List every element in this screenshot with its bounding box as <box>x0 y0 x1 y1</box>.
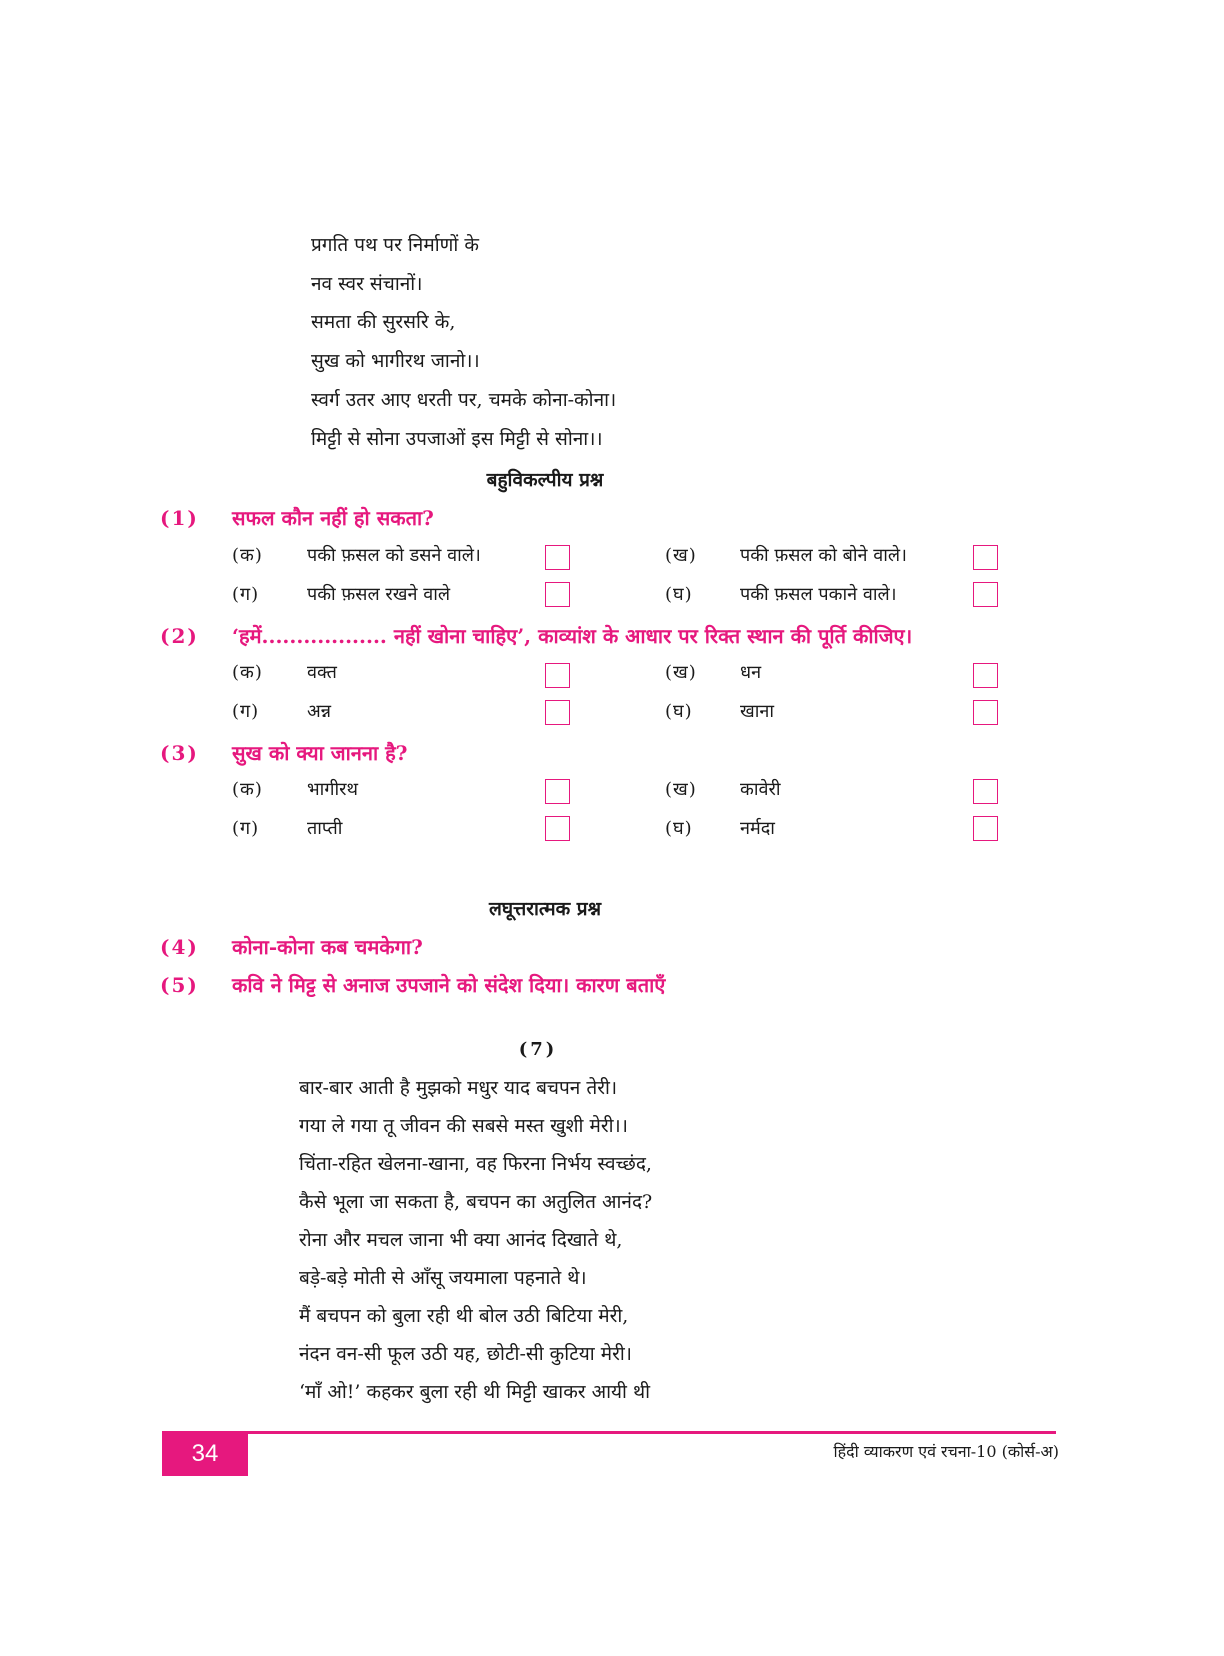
poem2-line: कैसे भूला जा सकता है, बचपन का अतुलित आनंद? <box>299 1191 653 1213</box>
answer-checkbox[interactable] <box>973 663 998 688</box>
answer-checkbox[interactable] <box>545 700 570 725</box>
mcq-heading: बहुविकल्पीय प्रश्न <box>486 469 604 491</box>
option-text: वक्त <box>307 662 337 683</box>
answer-checkbox[interactable] <box>545 779 570 804</box>
short-answer-heading: लघूत्तरात्मक प्रश्न <box>488 898 602 920</box>
option-key: (ग) <box>232 818 260 839</box>
option-key: (घ) <box>665 818 693 839</box>
option-text: पकी फ़सल रखने वाले <box>307 584 451 605</box>
poem2-line: बार-बार आती है मुझको मधुर याद बचपन तेरी। <box>299 1077 618 1099</box>
option-text: पकी फ़सल को डसने वाले। <box>307 545 481 566</box>
answer-checkbox[interactable] <box>973 545 998 570</box>
option-key: (ख) <box>665 545 697 566</box>
option-key: (क) <box>232 545 263 566</box>
option-text: धन <box>740 662 762 683</box>
option-key: (ख) <box>665 662 697 683</box>
answer-checkbox[interactable] <box>545 582 570 607</box>
option-key: (घ) <box>665 584 693 605</box>
option-key: (ग) <box>232 584 260 605</box>
answer-checkbox[interactable] <box>973 779 998 804</box>
question-number: (2) <box>160 624 199 648</box>
option-text: नर्मदा <box>740 818 775 839</box>
answer-checkbox[interactable] <box>973 816 998 841</box>
question-number: (3) <box>160 741 199 765</box>
option-text: पकी फ़सल को बोने वाले। <box>740 545 907 566</box>
poem2-line: गया ले गया तू जीवन की सबसे मस्त खुशी मेरी।। <box>299 1115 628 1137</box>
poem2-line: बड़े-बड़े मोती से आँसू जयमाला पहनाते थे। <box>299 1267 587 1289</box>
poem1-line: प्रगति पथ पर निर्माणों के <box>311 234 479 256</box>
option-text: पकी फ़सल पकाने वाले। <box>740 584 897 605</box>
answer-checkbox[interactable] <box>545 816 570 841</box>
answer-checkbox[interactable] <box>973 700 998 725</box>
question-text: ‘हमें.................. नहीं खोना चाहिए’, काव्यांश के आधार पर रिक्त स्थान की पूर्ति कीजिए। <box>232 624 913 648</box>
option-text: कावेरी <box>740 779 781 800</box>
poem1-line: समता की सुरसरि के, <box>311 311 456 333</box>
poem2-line: चिंता-रहित खेलना-खाना, वह फिरना निर्भय स्वच्छंद, <box>299 1153 652 1175</box>
poem-number: (7) <box>518 1039 558 1060</box>
page-number: 34 <box>162 1431 248 1476</box>
book-title: हिंदी व्याकरण एवं रचना-10 (कोर्स-अ) <box>833 1442 1059 1461</box>
poem2-line: रोना और मचल जाना भी क्या आनंद दिखाते थे, <box>299 1229 623 1251</box>
option-key: (ग) <box>232 701 260 722</box>
question-text: सुख को क्या जानना है? <box>232 741 408 765</box>
question-number: (4) <box>160 935 199 959</box>
answer-checkbox[interactable] <box>973 582 998 607</box>
question-text: कोना-कोना कब चमकेगा? <box>232 935 423 959</box>
option-text: ताप्ती <box>307 818 343 839</box>
question-number: (5) <box>160 973 199 997</box>
option-text: भागीरथ <box>307 779 358 800</box>
poem1-line: नव स्वर संचानों। <box>311 273 423 295</box>
option-key: (घ) <box>665 701 693 722</box>
footer-divider <box>162 1431 1056 1434</box>
poem1-line: स्वर्ग उतर आए धरती पर, चमके कोना-कोना। <box>311 389 617 411</box>
question-text: सफल कौन नहीं हो सकता? <box>232 506 434 530</box>
question-number: (1) <box>160 506 199 530</box>
option-key: (ख) <box>665 779 697 800</box>
option-text: खाना <box>740 701 775 722</box>
poem2-line: ‘माँ ओ!’ कहकर बुला रही थी मिट्टी खाकर आयी थी <box>299 1381 651 1403</box>
answer-checkbox[interactable] <box>545 545 570 570</box>
option-key: (क) <box>232 779 263 800</box>
poem1-line: सुख को भागीरथ जानो।। <box>311 350 480 372</box>
answer-checkbox[interactable] <box>545 663 570 688</box>
poem2-line: नंदन वन-सी फूल उठी यह, छोटी-सी कुटिया मेरी। <box>299 1343 633 1365</box>
poem2-line: मैं बचपन को बुला रही थी बोल उठी बिटिया मेरी, <box>299 1305 629 1327</box>
option-text: अन्न <box>307 701 332 722</box>
option-key: (क) <box>232 662 263 683</box>
poem1-line: मिट्टी से सोना उपजाओं इस मिट्टी से सोना।। <box>311 428 603 450</box>
question-text: कवि ने मिट्ट से अनाज उपजाने को संदेश दिया। कारण बताएँ <box>232 973 666 997</box>
